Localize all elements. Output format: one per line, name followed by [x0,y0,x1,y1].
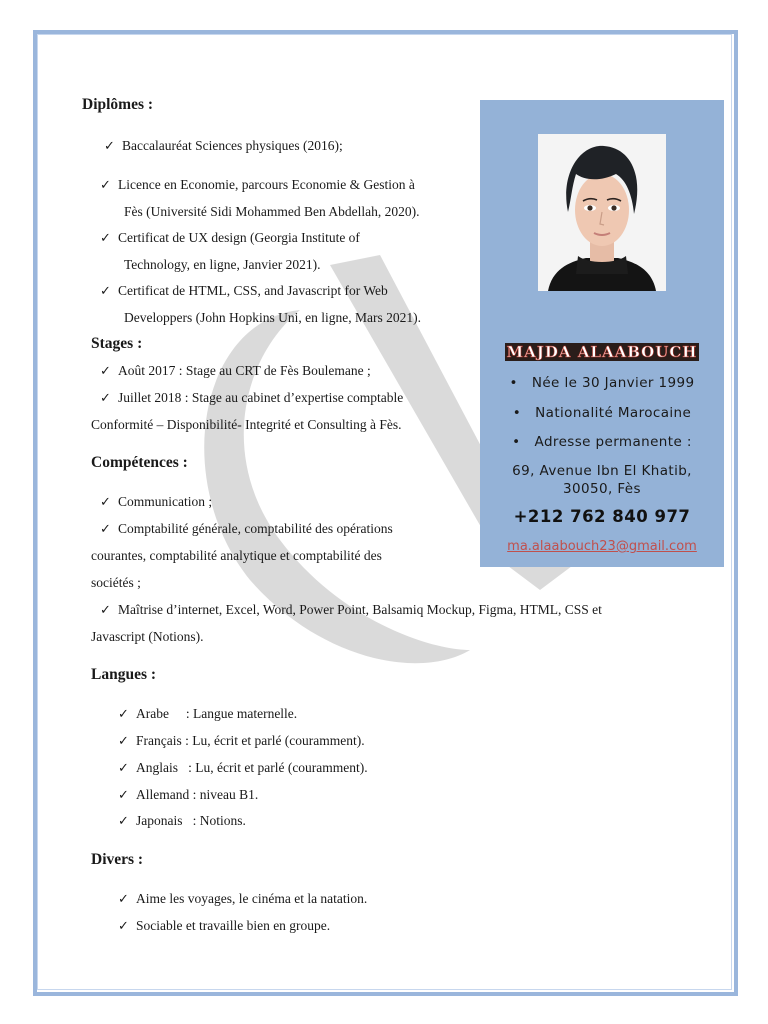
phone-number: +212 762 840 977 [513,507,691,526]
check-icon: ✓ [118,707,129,722]
list-item: ✓ Licence en Economie, parcours Economie & Gestion à [100,177,415,193]
check-icon: ✓ [100,603,111,618]
check-icon: ✓ [100,364,111,379]
section-heading-divers: Divers : [91,851,144,868]
list-item: ✓ Maîtrise d’internet, Excel, Word, Power Point, Balsamiq Mockup, Figma, HTML, CSS et [100,602,602,618]
check-icon: ✓ [100,391,111,406]
candidate-name: MAJDA ALAABOUCH [506,343,698,361]
list-item: ✓ Anglais : Lu, écrit et parlé (couramment). [118,760,368,776]
list-item: ✓ Allemand : niveau B1. [118,787,259,803]
check-icon: ✓ [100,178,111,193]
nationality: • Nationalité Marocaine [512,405,692,421]
list-item-continuation: Technology, en ligne, Janvier 2021). [124,257,321,272]
address-line-1: 69, Avenue Ibn El Khatib, [512,463,692,479]
address-line-2: 30050, Fès [563,481,641,497]
bullet-icon: • [509,375,518,391]
check-icon: ✓ [100,231,111,246]
list-item: ✓ Août 2017 : Stage au CRT de Fès Boulemane ; [100,363,371,379]
list-item: ✓ Aime les voyages, le cinéma et la natation. [118,891,368,907]
list-item: ✓ Communication ; [100,494,213,510]
check-icon: ✓ [100,522,111,537]
check-icon: ✓ [100,284,111,299]
profile-photo [538,134,666,291]
check-icon: ✓ [118,788,129,803]
list-item-continuation: Fès (Université Sidi Mohammed Ben Abdellah, 2020). [124,204,420,219]
check-icon: ✓ [118,919,129,934]
list-item-continuation: Conformité – Disponibilité- Integrité et Consulting à Fès. [91,417,402,432]
list-item-continuation: courantes, comptabilité analytique et comptabilité des [91,548,382,563]
check-icon: ✓ [118,814,129,829]
list-item: ✓ Certificat de UX design (Georgia Institute of [100,230,360,246]
section-heading-competences: Compétences : [91,454,188,471]
bullet-icon: • [512,434,521,450]
section-heading-langues: Langues : [91,666,157,683]
list-item: ✓ Français : Lu, écrit et parlé (couramment). [118,733,365,749]
check-icon: ✓ [104,139,115,154]
check-icon: ✓ [100,495,111,510]
portrait-illustration [538,134,666,291]
list-item-continuation: Developpers (John Hopkins Uni, en ligne, Mars 2021). [124,310,421,325]
list-item: ✓ Japonais : Notions. [118,813,246,829]
list-item: ✓ Certificat de HTML, CSS, and Javascript for Web [100,283,388,299]
section-heading-diplomes: Diplômes : [82,96,154,113]
check-icon: ✓ [118,892,129,907]
bullet-icon: • [512,405,522,421]
section-heading-stages: Stages : [91,335,143,352]
address-label: • Adresse permanente : [512,434,692,450]
list-item: ✓ Comptabilité générale, comptabilité des opérations [100,521,393,537]
list-item-continuation: Javascript (Notions). [91,629,204,644]
list-item: ✓ Baccalauréat Sciences physiques (2016); [104,138,343,154]
check-icon: ✓ [118,761,129,776]
birth-date: • Née le 30 Janvier 1999 [509,375,695,391]
list-item-continuation: sociétés ; [91,575,141,590]
check-icon: ✓ [118,734,129,749]
email-link[interactable]: ma.alaabouch23@gmail.com [507,539,697,554]
list-item: ✓ Juillet 2018 : Stage au cabinet d’expertise comptable [100,390,404,406]
list-item: ✓ Sociable et travaille bien en groupe. [118,918,331,934]
list-item: ✓ Arabe : Langue maternelle. [118,706,298,722]
